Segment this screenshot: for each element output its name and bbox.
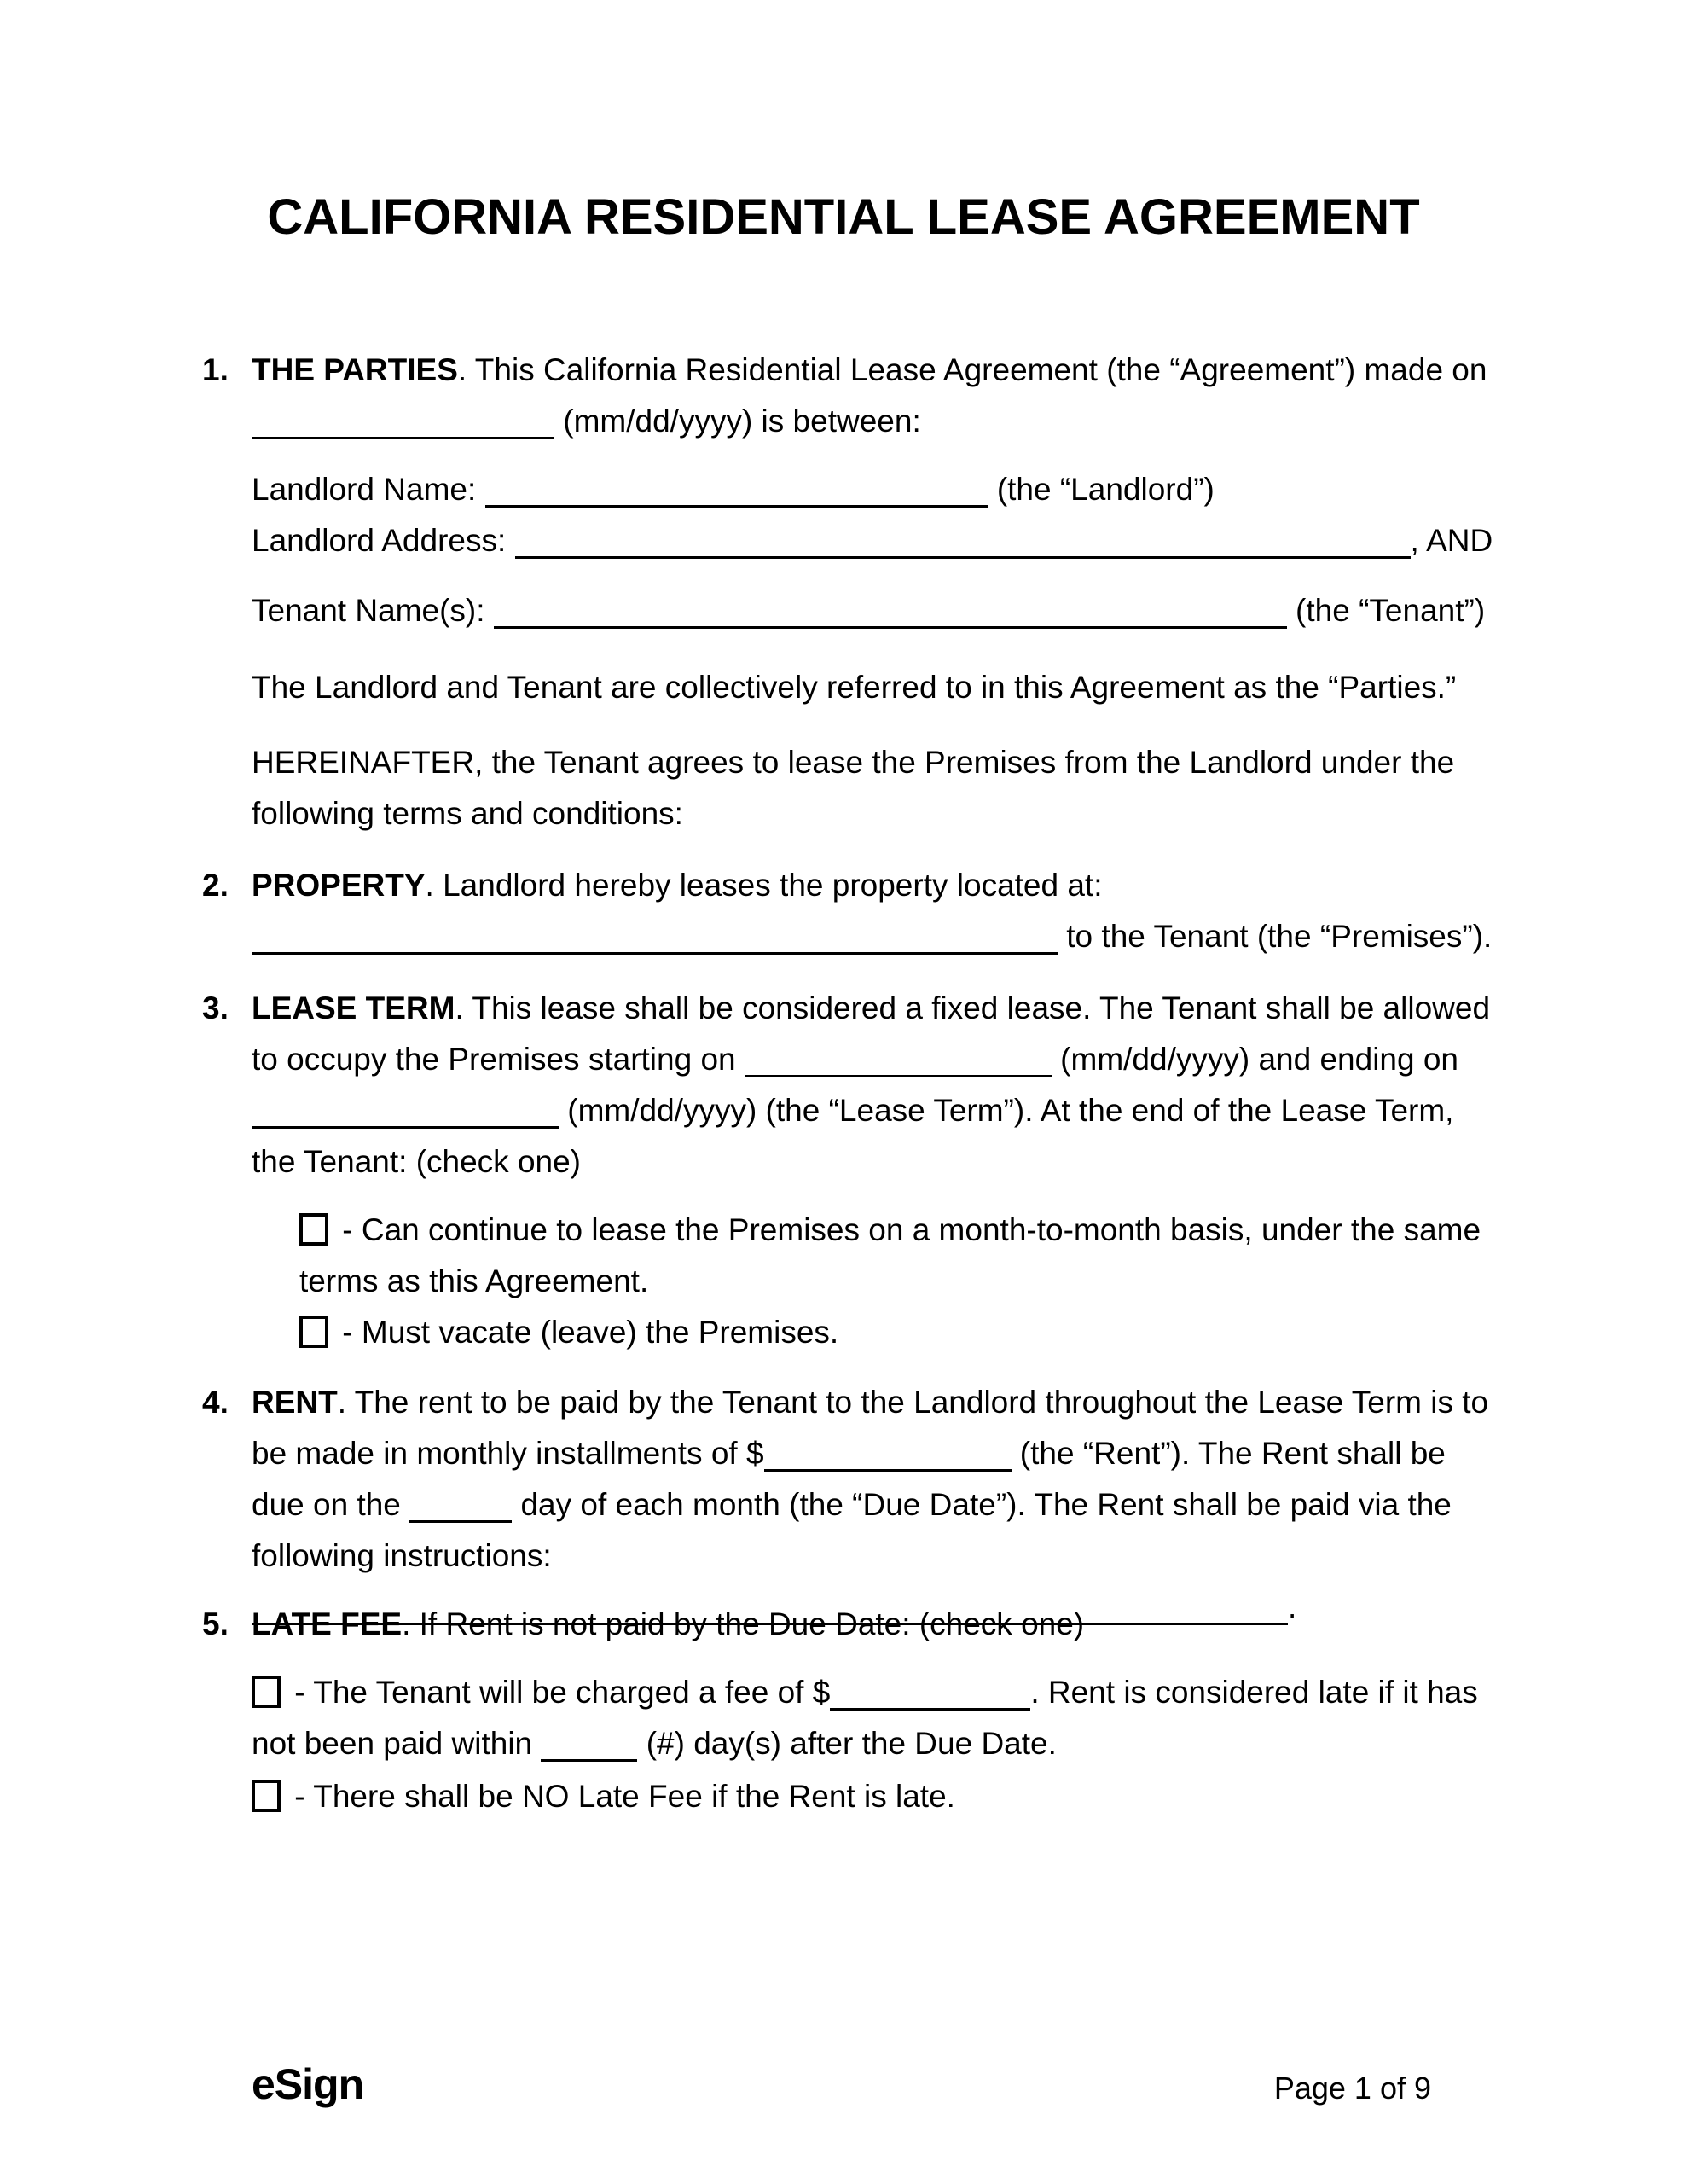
late-fee-option-none: - There shall be NO Late Fee if the Rent is late. [252,1771,1497,1822]
landlord-address-field[interactable] [515,544,1411,559]
parties-collective-note: The Landlord and Tenant are collectively referred to in this Agreement as the “Parties.” [252,670,1457,705]
section-heading: LEASE TERM [252,990,455,1025]
section-heading: RENT [252,1385,338,1420]
month-to-month-checkbox[interactable] [299,1213,328,1246]
section-3-lease-term: 3. LEASE TERM. This lease shall be considered a fixed lease. The Tenant shall be allowed to occupy the Premises starting on (mm/dd/yyyy) and ending on (mm/dd/yyyy) (the “Lease Term”). At the end of the Lease Term, the Tenant: (check one) [202,983,1505,1188]
property-address-field[interactable] [252,940,1058,955]
section-3-number: 3. [202,990,229,1025]
lease-end-date-field[interactable] [252,1114,559,1129]
lease-term-option-month-to-month: - Can continue to lease the Premises on a month-to-month basis, under the same terms as this Agreement. [299,1212,1481,1298]
no-late-fee-checkbox[interactable] [252,1780,281,1812]
hereinafter-clause: HEREINAFTER, the Tenant agrees to lease the Premises from the Landlord under the following terms and conditions: [252,745,1455,831]
document-title: CALIFORNIA RESIDENTIAL LEASE AGREEMENT [267,189,1420,245]
section-2-property: 2. PROPERTY. Landlord hereby leases the property located at: to the Tenant (the “Premises”). [202,860,1505,962]
section-2-number: 2. [202,868,229,903]
late-fee-charged-checkbox[interactable] [252,1676,281,1708]
late-fee-option-charged: - The Tenant will be charged a fee of $ . Rent is considered late if it has not been paid within (#) day(s) after the Due Date. [252,1675,1478,1761]
lease-start-date-field[interactable] [745,1063,1052,1077]
section-5-late-fee: 5. LATE FEE. If Rent is not paid by the Due Date: (check one) [202,1599,1505,1650]
section-heading: THE PARTIES [252,352,458,387]
section-heading: PROPERTY [252,868,426,903]
rent-due-day-field[interactable] [409,1508,512,1523]
must-vacate-checkbox[interactable] [299,1316,328,1348]
late-fee-amount-field[interactable] [830,1696,1030,1711]
section-5-number: 5. [202,1606,229,1641]
esign-logo: eSign [252,2060,364,2108]
lease-term-option-must-vacate: - Must vacate (leave) the Premises. [299,1307,1493,1358]
page-number-label: Page 1 of 9 [1273,2071,1431,2106]
landlord-name-field[interactable] [485,493,988,508]
section-1-number: 1. [202,352,229,387]
late-fee-days-field[interactable] [541,1747,637,1762]
tenant-names-line: Tenant Name(s): (the “Tenant”) [252,593,1486,628]
section-4-number: 4. [202,1385,229,1420]
section-1-the-parties: 1. THE PARTIES. This California Residential Lease Agreement (the “Agreement”) made on (mm/dd/yyyy) is between: [202,345,1505,447]
agreement-date-field[interactable] [252,425,554,439]
tenant-names-field[interactable] [494,614,1287,629]
landlord-name-address-lines: Landlord Name: (the “Landlord”) Landlord Address: , AND [252,472,1493,558]
section-4-rent: 4. RENT. The rent to be paid by the Tenant to the Landlord throughout the Lease Term is to be made in monthly installments of $ (the “Rent”). The Rent shall be due on the day of each month (the “Due Date”). The Rent shall be paid via the following instructions: . [202,1377,1505,1633]
section-heading: LATE FEE [252,1606,403,1641]
rent-amount-field[interactable] [764,1457,1012,1472]
